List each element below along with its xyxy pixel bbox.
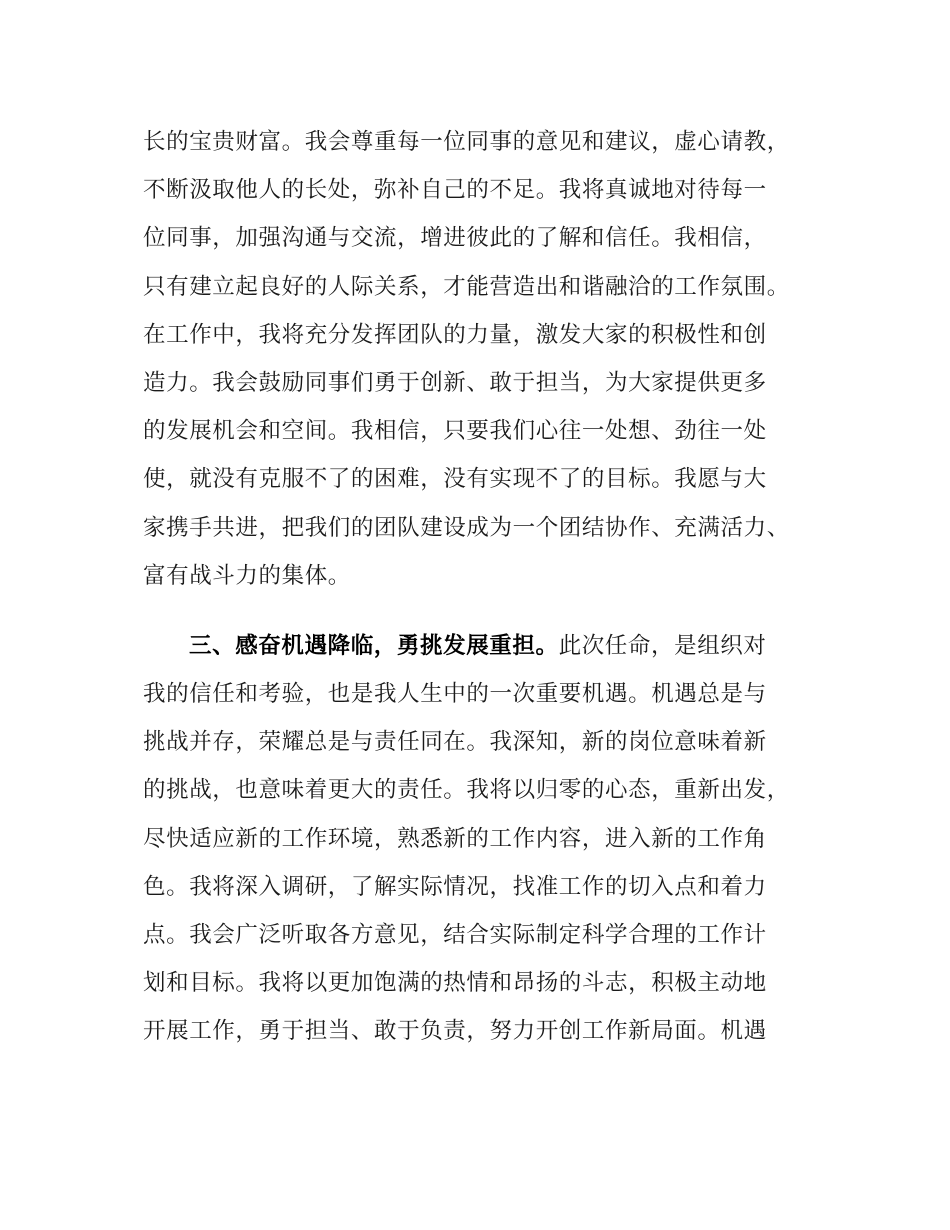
paragraph-line: 不断汲取他人的长处，弥补自己的不足。我将真诚地对待每一 — [143, 177, 767, 204]
paragraph-line: 长的宝贵财富。我会尊重每一位同事的意见和建议，虚心请教， — [143, 129, 790, 155]
paragraph-opportunity — [143, 622, 843, 1056]
paragraph-line: 位同事，加强沟通与交流，增进彼此的了解和信任。我相信， — [143, 225, 767, 252]
paragraph-line: 家携手共进，把我们的团队建设成为一个团结协作、充满活力、 — [143, 514, 790, 541]
paragraph-text: 此次任命，是组织对 — [558, 632, 767, 659]
section-heading: 三、感奋机遇降临，勇挑发展重担。 — [189, 632, 559, 659]
paragraph-line: 的挑战，也意味着更大的责任。我将以归零的心态，重新出发， — [143, 777, 790, 804]
paragraph-line: 我的信任和考验，也是我人生中的一次重要机遇。机遇总是与 — [143, 681, 767, 708]
paragraph-line: 造力。我会鼓励同事们勇于创新、敢于担当，为大家提供更多 — [143, 369, 767, 396]
paragraph-line: 挑战并存，荣耀总是与责任同在。我深知，新的岗位意味着新 — [143, 729, 767, 756]
paragraph-line: 尽快适应新的工作环境，熟悉新的工作内容，进入新的工作角 — [143, 825, 767, 852]
paragraph-line: 使，就没有克服不了的困难，没有实现不了的目标。我愿与大 — [143, 466, 767, 493]
document-body — [143, 118, 843, 1056]
paragraph-line: 在工作中，我将充分发挥团队的力量，激发大家的积极性和创 — [143, 321, 767, 348]
paragraph-first-line — [143, 622, 843, 670]
paragraph-line: 只有建立起良好的人际关系，才能营造出和谐融洽的工作氛围。 — [143, 273, 790, 300]
paragraph-line: 的发展机会和空间。我相信，只要我们心往一处想、劲往一处 — [143, 418, 767, 445]
paragraph-line: 点。我会广泛听取各方意见，结合实际制定科学合理的工作计 — [143, 922, 767, 948]
paragraph-line: 富有战斗力的集体。 — [143, 562, 351, 589]
paragraph-line: 色。我将深入调研，了解实际情况，找准工作的切入点和着力 — [143, 873, 767, 900]
paragraph-teamwork — [143, 118, 843, 600]
paragraph-line: 划和目标。我将以更加饱满的热情和昂扬的斗志，积极主动地 — [143, 970, 767, 997]
paragraph-spacer — [143, 600, 843, 622]
paragraph-line: 开展工作，勇于担当、敢于负责，努力开创工作新局面。机遇 — [143, 1018, 767, 1045]
